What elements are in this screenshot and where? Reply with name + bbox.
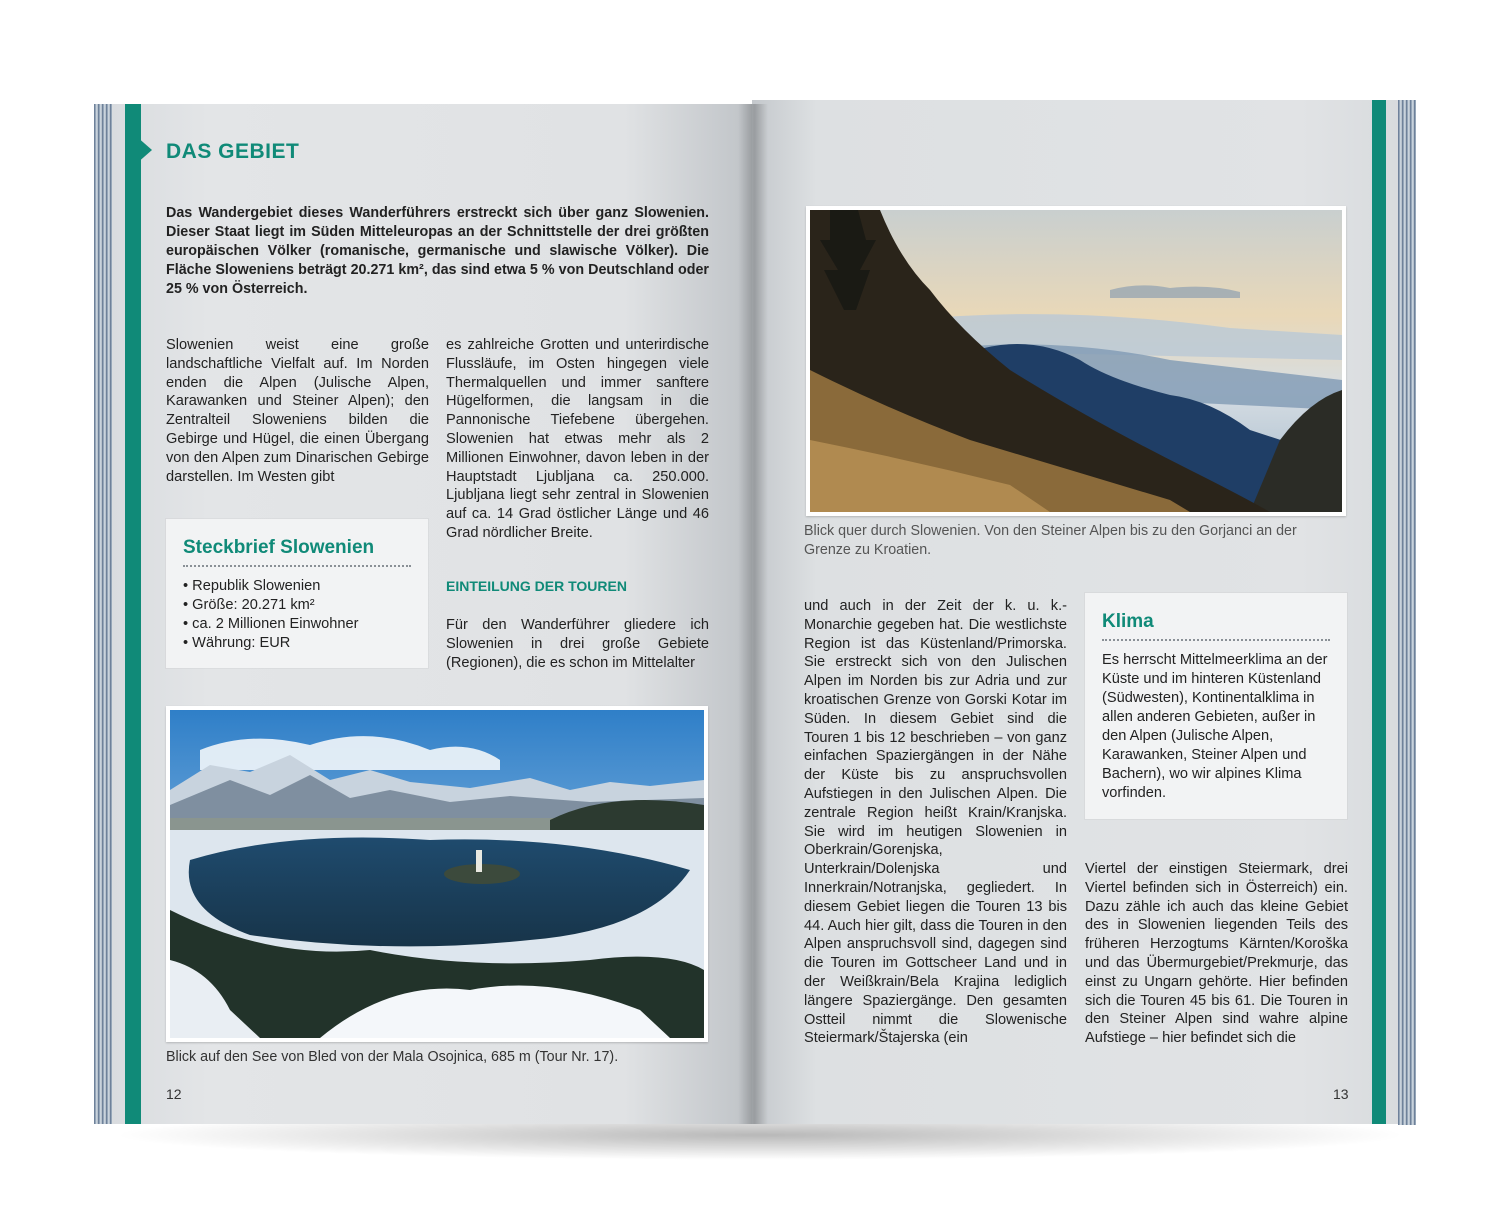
heading-arrow-icon — [136, 136, 152, 164]
factbox-title: Steckbrief Slowenien — [183, 537, 411, 567]
factbox — [166, 519, 428, 668]
intro-paragraph: Das Wandergebiet dieses Wanderführers erstreckt sich über ganz Slowenien. Dieser Staat liegt im Süden Mitteleuropas an der Schnittstelle der drei größten europäischen Völker (romanische, germanische und slawische Völker). Die Fläche Sloweniens beträgt 20.271 km², das sind etwa 5 % von Deutschland oder 25 % von Österreich. — [166, 205, 709, 297]
right-column-1: und auch in der Zeit der k. u. k.-Monarchie gegeben hat. Die westlichste Region ist das Küstenland/Primorska. Sie erstreckt sich von den Julischen Alpen im Norden bis zur Adria und zur kroatischen Grenze von Gorski Kotar im Süden. In diesem Gebiet sind die Touren 1 bis 12 beschrieben – von ganz einfachen Spaziergängen in der Nähe der Küste bis zu anspruchsvollen Aufstiegen in den Julischen Alpen. Die zentrale Region heißt Krain/Kranjska. Sie wird im heutigen Slowenien in Oberkrain/Gorenjska, Unterkrain/Dolenjska und Innerkrain/Notranjska, gegliedert. In diesem Gebiet liegen die Touren 13 bis 44. Auch hier gilt, dass die Touren in den Alpen anspruchsvoll sind, dagegen sind die Touren im Gottscheer Land und in der Weißkrain/Bela Krajina lediglich längere Spaziergänge. Den gesamten Ostteil nimmt die Slowenische Steiermark/Štajerska (ein — [804, 598, 1067, 1047]
left-column-2b: Für den Wanderführer gliedere ich Slowenien in drei große Gebiete (Regionen), die es schon im Mittelalter — [446, 617, 709, 671]
photo-caption-right: Blick quer durch Slowenien. Von den Steiner Alpen bis zu den Gorjanci an der Grenze zu Kroatien. — [804, 523, 1297, 558]
book-gutter — [738, 104, 768, 1124]
subheading-touren: EINTEILUNG DER TOUREN — [446, 578, 627, 594]
climatebox — [1085, 593, 1347, 819]
page-number-right: 13 — [1333, 1086, 1349, 1102]
factbox-item: • ca. 2 Millionen Einwohner — [183, 615, 411, 634]
left-page-edges — [94, 104, 112, 1124]
factbox-item: • Republik Slowenien — [183, 577, 411, 596]
left-column-1: Slowenien weist eine große landschaftliche Vielfalt auf. Im Norden enden die Alpen (Julische Alpen, Karawanken und Steiner Alpen); den Zentralteil Sloweniens bilden die Gebirge und Hügel, die einen Übergang von den Alpen zum Dinarischen Gebirge darstellen. Im Westen gibt — [166, 337, 429, 485]
photo-caption-left: Blick auf den See von Bled von der Mala Osojnica, 685 m (Tour Nr. 17). — [166, 1049, 619, 1065]
right-page-edges — [1398, 100, 1416, 1125]
left-column-2: es zahlreiche Grotten und unterirdische Flussläufe, im Osten hingegen viele Thermalquellen und immer sanftere Hügelformen, die langsam in die Pannonische Tiefebene übergehen. Slowenien hat etwas mehr als 2 Millionen Einwohner, davon leben in der Hauptstadt Ljubljana ca. 250.000. Ljubljana liegt sehr zentral in Slowenien auf ca. 14 Grad östlicher Länge und 46 Grad nördlicher Breite. — [446, 337, 709, 541]
section-heading: DAS GEBIET — [166, 140, 300, 163]
right-accent-band — [1372, 100, 1386, 1124]
photo-lake-bled — [166, 706, 708, 1042]
factbox-list — [183, 577, 411, 653]
factbox-item: • Größe: 20.271 km² — [183, 596, 411, 615]
left-accent-band — [125, 104, 141, 1124]
climatebox-text: Es herrscht Mittelmeerklima an der Küste und im hinteren Küstenland (Südwesten), Kontinentalklima in allen anderen Gebieten, außer in den Alpen (Julische Alpen, Karawanken, Steiner Alpen und Bachern), wo wir alpines Klima vorfinden. — [1102, 652, 1328, 801]
climatebox-title: Klima — [1102, 611, 1330, 641]
right-column-2: Viertel der einstigen Steiermark, drei Viertel befinden sich in Österreich) ein. Dazu zähle ich auch das kleine Gebiet des in Slowenien liegenden Teils des früheren Herzogtums Kärnten/Koroška und das Übermurgebiet/Prekmurje, das einst zu Ungarn gehörte. Hier befinden sich die Touren 45 bis 61. Die Touren in den Steiner Alpen sind wahre alpine Aufstiege – hier befindet sich die — [1085, 861, 1348, 1047]
factbox-item: • Währung: EUR — [183, 634, 411, 653]
photo-steiner-alpen — [806, 206, 1346, 516]
page-number-left: 12 — [166, 1086, 182, 1102]
